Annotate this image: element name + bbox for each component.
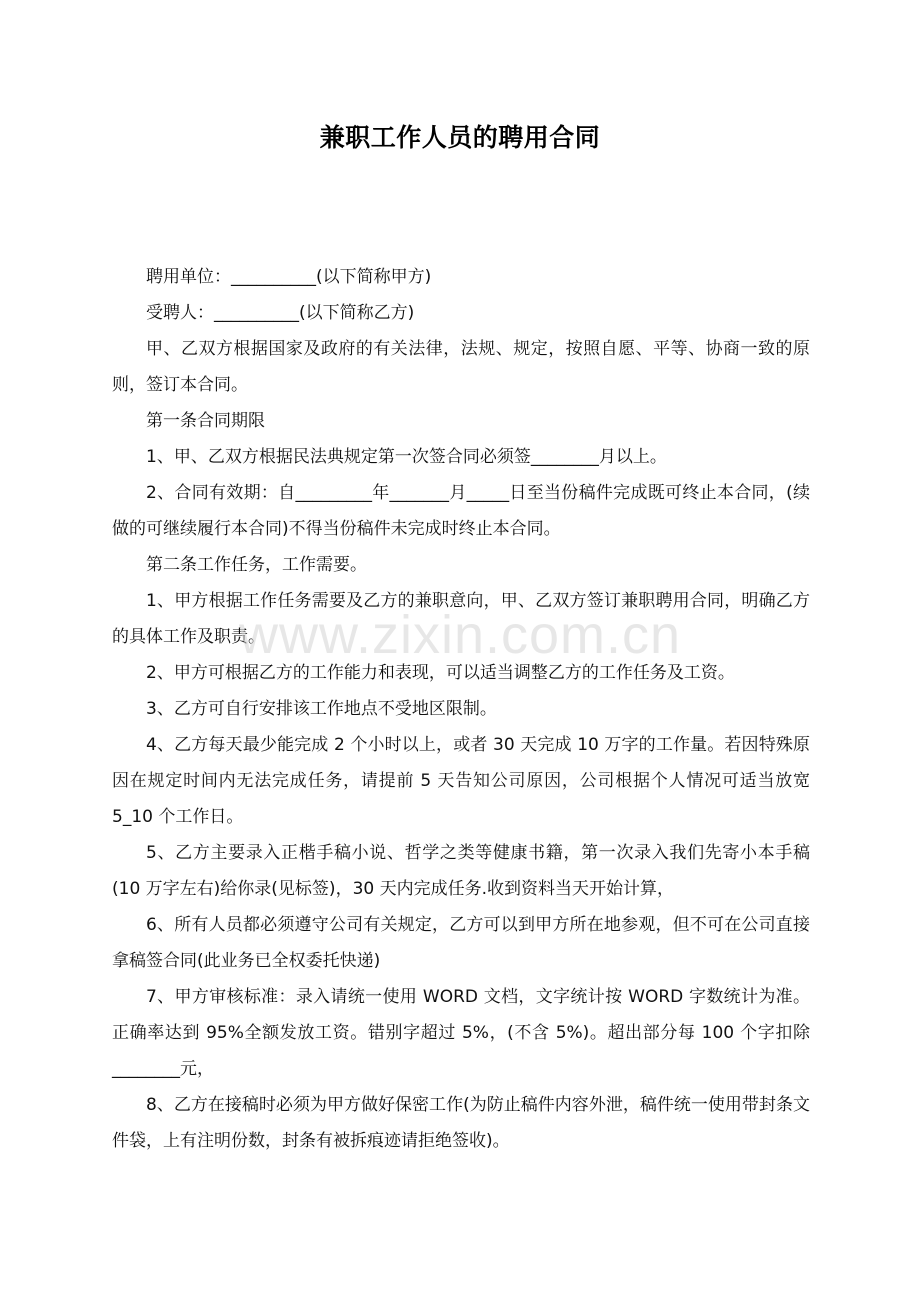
watermark-text: www.zixin.com.cn	[238, 605, 682, 665]
clause-task-8: 8、乙方在接稿时必须为甲方做好保密工作(为防止稿件内容外泄，稿件统一使用带封条文件袋，上有注明份数，封条有被拆痕迹请拒绝签收)。	[112, 1095, 810, 1151]
paragraph-employer: 聘用单位：__________(以下简称甲方)	[146, 267, 432, 287]
paragraph-employee: 受聘人：__________(以下简称乙方)	[146, 303, 415, 323]
contract-body	[112, 259, 810, 1159]
clause-task-1: 1、甲方根据工作任务需要及乙方的兼职意向，甲、乙双方签订兼职聘用合同，明确乙方的具体工作及职责。	[112, 591, 810, 647]
section-heading-tasks: 第二条工作任务，工作需要。	[146, 555, 367, 575]
clause-task-7: 7、甲方审核标准：录入请统一使用 WORD 文档，文字统计按 WORD 字数统计为准。正确率达到 95%全额发放工资。错别字超过 5%，(不含 5%)。超出部分每 100 个字扣除________元，	[112, 987, 810, 1079]
section-heading-term: 第一条合同期限	[146, 411, 265, 431]
clause-task-6: 6、所有人员都必须遵守公司有关规定，乙方可以到甲方所在地参观，但不可在公司直接拿稿签合同(此业务已全权委托快递)	[112, 915, 810, 971]
document-title: 兼职工作人员的聘用合同	[319, 123, 601, 152]
clause-task-5: 5、乙方主要录入正楷手稿小说、哲学之类等健康书籍，第一次录入我们先寄小本手稿(10 万字左右)给你录(见标签)，30 天内完成任务.收到资料当天开始计算，	[112, 843, 810, 899]
paragraph-preamble: 甲、乙双方根据国家及政府的有关法律，法规、规定，按照自愿、平等、协商一致的原则，签订本合同。	[112, 339, 810, 395]
clause-task-3: 3、乙方可自行安排该工作地点不受地区限制。	[146, 699, 497, 719]
clause-term-1: 1、甲、乙双方根据民法典规定第一次签合同必须签________月以上。	[146, 447, 667, 467]
clause-task-4: 4、乙方每天最少能完成 2 个小时以上，或者 30 天完成 10 万字的工作量。若因特殊原因在规定时间内无法完成任务，请提前 5 天告知公司原因，公司根据个人情况可适当放宽 5_10 个工作日。	[112, 735, 810, 827]
clause-task-2: 2、甲方可根据乙方的工作能力和表现，可以适当调整乙方的工作任务及工资。	[146, 663, 735, 683]
clause-term-2: 2、合同有效期：自_________年_______月_____日至当份稿件完成既可终止本合同，(续做的可继续履行本合同)不得当份稿件未完成时终止本合同。	[112, 483, 810, 539]
